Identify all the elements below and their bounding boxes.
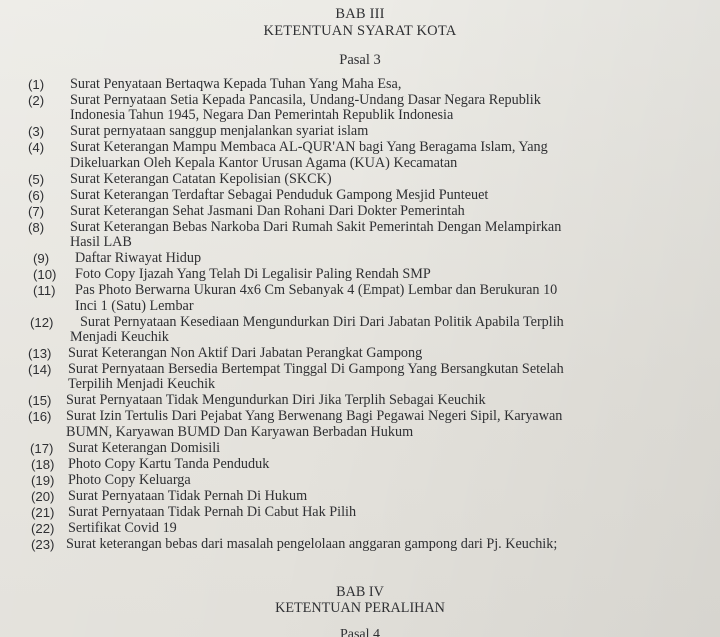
item-text: Surat Keterangan Non Aktif Dari Jabatan Perangkat Gampong (68, 345, 423, 362)
list-item (0, 267, 720, 282)
item-text: Surat keterangan bebas dari masalah pengelolaan anggaran gampong dari Pj. Keuchik; (66, 535, 558, 552)
next-article-heading: Pasal 4 (339, 627, 381, 637)
list-item (0, 505, 720, 520)
item-text: Daftar Riwayat Hidup (75, 250, 202, 267)
list-item (0, 77, 720, 92)
list-item (0, 172, 720, 187)
list-item (0, 283, 720, 314)
item-number: (10) (33, 267, 57, 283)
item-text-continued: Indonesia Tahun 1945, Negara Dan Pemerintah Republik Indonesia (70, 107, 454, 124)
list-item (0, 140, 720, 171)
item-text: Photo Copy Keluarga (68, 471, 191, 488)
list-item (0, 124, 720, 139)
article-heading: Pasal 3 (339, 52, 381, 68)
item-text: Pas Photo Berwarna Ukuran 4x6 Cm Sebanyak 4 (Empat) Lembar dan Berukuran 10 (75, 282, 558, 299)
list-item (0, 315, 720, 346)
item-number: (18) (31, 456, 55, 472)
item-text-continued: Menjadi Keuchik (70, 329, 169, 346)
item-text-continued: BUMN, Karyawan BUMD Dan Karyawan Berbadan Hukum (66, 423, 414, 440)
item-number: (2) (28, 93, 45, 108)
item-number: (14) (28, 362, 52, 378)
list-item (0, 457, 720, 472)
item-text: Surat Keterangan Sehat Jasmani Dan Rohani Dari Dokter Pemerintah (70, 202, 465, 219)
list-item (0, 521, 720, 536)
item-number: (11) (33, 283, 56, 299)
item-text: Surat Penyataan Bertaqwa Kepada Tuhan Yang Maha Esa, (70, 76, 402, 92)
list-item (0, 409, 720, 440)
list-item (0, 188, 720, 203)
item-number: (7) (28, 203, 45, 219)
next-chapter-title: KETENTUAN PERALIHAN (275, 600, 445, 616)
list-item (0, 537, 720, 552)
item-number: (19) (31, 472, 55, 488)
item-text: Surat Keterangan Catatan Kepolisian (SKCK) (70, 170, 332, 187)
item-number: (9) (33, 251, 50, 267)
chapter-title: KETENTUAN SYARAT KOTA (263, 23, 457, 39)
item-number: (15) (28, 393, 52, 409)
next-chapter-heading: BAB IV (336, 584, 384, 600)
list-item (0, 251, 720, 266)
list-item (0, 489, 720, 504)
item-text-continued: Hasil LAB (70, 234, 132, 251)
item-number: (8) (28, 219, 45, 235)
item-text-continued: Inci 1 (Satu) Lembar (75, 297, 194, 314)
item-text: Surat Keterangan Terdaftar Sebagai Penduduk Gampong Mesjid Punteuet (70, 186, 489, 203)
item-text: Foto Copy Ijazah Yang Telah Di Legalisir Paling Rendah SMP (75, 266, 431, 283)
chapter-heading: BAB III (335, 6, 385, 22)
item-number: (5) (28, 171, 45, 187)
item-number: (16) (28, 409, 52, 425)
item-number: (13) (28, 346, 52, 362)
item-text: Surat pernyataan sanggup menjalankan syariat islam (70, 123, 369, 140)
item-number: (3) (28, 124, 45, 140)
item-text: Surat Pernyataan Setia Kepada Pancasila, Undang-Undang Dasar Negara Republik (70, 92, 541, 108)
item-text: Photo Copy Kartu Tanda Penduduk (68, 455, 270, 472)
item-text: Surat Pernyataan Bersedia Bertempat Tinggal Di Gampong Yang Bersangkutan Setelah (68, 361, 564, 378)
list-item (0, 346, 720, 361)
item-text: Surat Pernyataan Tidak Pernah Di Hukum (68, 487, 308, 504)
item-number: (4) (28, 140, 45, 156)
item-text: Surat Izin Tertulis Dari Pejabat Yang Berwenang Bagi Pegawai Negeri Sipil, Karyawan (66, 408, 563, 425)
item-number: (17) (30, 440, 54, 456)
list-item (0, 441, 720, 456)
item-text: Surat Pernyataan Tidak Pernah Di Cabut Hak Pilih (68, 503, 357, 520)
list-item (0, 393, 720, 408)
list-item (0, 473, 720, 488)
item-text: Surat Pernyataan Tidak Mengundurkan Diri Jika Terplih Sebagai Keuchik (66, 392, 486, 409)
item-text: Surat Keterangan Domisili (68, 439, 221, 456)
item-number: (1) (28, 77, 45, 92)
requirements-list (0, 77, 720, 552)
list-item (0, 362, 720, 393)
list-item (0, 204, 720, 219)
item-number: (21) (31, 504, 55, 520)
list-item (0, 220, 720, 251)
item-text: Surat Keterangan Mampu Membaca AL-QUR'AN bagi Yang Beragama Islam, Yang (70, 139, 548, 156)
item-text: Surat Keterangan Bebas Narkoba Dari Rumah Sakit Pemerintah Dengan Melampirkan (70, 218, 562, 235)
list-item (0, 93, 720, 124)
item-text-continued: Terpilih Menjadi Keuchik (68, 376, 216, 393)
item-text: Sertifikat Covid 19 (68, 519, 177, 536)
item-number: (6) (28, 187, 45, 203)
item-number: (12) (30, 314, 54, 330)
item-text-continued: Dikeluarkan Oleh Kepala Kantor Urusan Agama (KUA) Kecamatan (70, 154, 458, 171)
item-text: Surat Pernyataan Kesediaan Mengundurkan Diri Dari Jabatan Politik Apabila Terplih (80, 313, 564, 330)
item-number: (20) (31, 488, 55, 504)
item-number: (23) (31, 536, 55, 552)
item-number: (22) (31, 520, 55, 536)
